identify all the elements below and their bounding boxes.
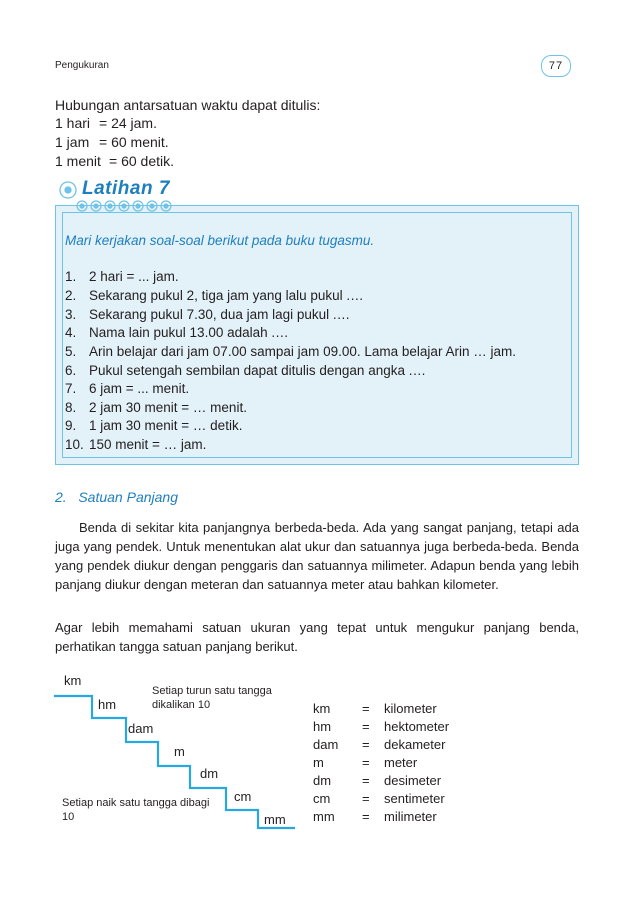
exercise-item [65, 268, 179, 286]
page-number: 77 [541, 55, 571, 77]
exercise-item [65, 287, 364, 305]
exercise-item-number: 6. [65, 363, 77, 378]
exercise-item [65, 436, 206, 454]
unit-abbr: cm [313, 791, 331, 806]
unit-abbr: hm [313, 719, 332, 734]
exercise-item-number: 3. [65, 307, 77, 322]
exercise-item-number: 9. [65, 418, 77, 433]
exercise-item-text: 2 hari = ... jam. [89, 269, 179, 284]
unit-name: meter [384, 755, 418, 770]
unit-abbr: km [313, 701, 331, 716]
unit-abbr: m [313, 755, 324, 770]
exercise-item-number: 7. [65, 381, 77, 396]
running-header: Pengukuran [55, 60, 109, 71]
unit-name: desimeter [384, 773, 442, 788]
exercise-item [65, 324, 289, 342]
exercise-item [65, 306, 350, 324]
exercise-item-number: 1. [65, 269, 77, 284]
unit-equals: = [362, 737, 370, 752]
time-intro: Hubungan antarsatuan waktu dapat ditulis: [55, 97, 321, 113]
section-title: 2. Satuan Panjang [55, 489, 178, 505]
unit-equals-column [362, 700, 370, 826]
exercise-item [65, 399, 247, 417]
note-up: Setiap naik satu tangga dibagi 10 [62, 797, 210, 823]
unit-name: dekameter [384, 737, 446, 752]
time-equation: = 60 detik. [109, 153, 174, 169]
exercise-item-text: Pukul setengah sembilan dapat ditulis dengan angka .… [89, 363, 426, 378]
unit-equals: = [362, 809, 370, 824]
exercise-item-text: Sekarang pukul 2, tiga jam yang lalu pukul .… [89, 288, 364, 303]
unit-abbr: mm [313, 809, 335, 824]
note-down: Setiap turun satu tangga dikalikan 10 [152, 685, 272, 711]
exercise-item-text: 150 menit = … jam. [89, 437, 207, 452]
unit-abbr-column [313, 700, 338, 826]
unit-equals: = [362, 791, 370, 806]
exercise-instruction: Mari kerjakan soal-soal berikut pada buku tugasmu. [65, 233, 375, 248]
time-equation: = 60 menit. [99, 134, 169, 150]
unit-equals: = [362, 773, 370, 788]
exercise-item-text: Sekarang pukul 7.30, dua jam lagi pukul .… [89, 307, 351, 322]
time-relation-row [55, 133, 169, 152]
unit-equals: = [362, 701, 370, 716]
ladder-step-label: m [174, 744, 185, 759]
exercise-item-number: 4. [65, 325, 77, 340]
ladder-step-label: hm [98, 697, 117, 712]
exercise-item-text: Arin belajar dari jam 07.00 sampai jam 09.00. Lama belajar Arin … jam. [89, 344, 516, 359]
time-relation-row [55, 114, 157, 133]
time-unit: 1 jam [55, 134, 90, 150]
ladder-step-label: dam [128, 721, 154, 736]
unit-abbr: dm [313, 773, 332, 788]
exercise-item-text: 1 jam 30 menit = … detik. [89, 418, 243, 433]
unit-name: milimeter [384, 809, 437, 824]
time-relation-row [55, 152, 174, 171]
ladder-step-label: mm [264, 812, 286, 827]
unit-name: hektometer [384, 719, 450, 734]
exercise-item [65, 380, 189, 398]
paragraph: Agar lebih memahami satuan ukuran yang tepat untuk mengukur panjang benda, perhatikan tangga satuan panjang berikut. [55, 620, 579, 654]
exercise-item-text: 6 jam = ... menit. [89, 381, 190, 396]
exercise-item-number: 2. [65, 288, 77, 303]
ladder-step-label: dm [200, 766, 219, 781]
unit-name: kilometer [384, 701, 437, 716]
exercise-item-text: Nama lain pukul 13.00 adalah .… [89, 325, 289, 340]
unit-abbr: dam [313, 737, 339, 752]
time-unit: 1 menit [55, 153, 101, 169]
exercise-item-number: 8. [65, 400, 77, 415]
exercise-item [65, 362, 426, 380]
time-equation: = 24 jam. [99, 115, 157, 131]
unit-equals: = [362, 719, 370, 734]
exercise-item [65, 343, 516, 361]
unit-name-column [384, 700, 449, 826]
exercise-item-number: 5. [65, 344, 77, 359]
unit-equals: = [362, 755, 370, 770]
paragraph: Benda di sekitar kita panjangnya berbeda-beda. Ada yang sangat panjang, tetapi ada juga yang pendek. Untuk menentukan alat ukur dan satuannya juga berbeda-beda. Benda yang pendek diukur dengan penggaris dan satuannya milimeter. Adapun benda yang lebih panjang diukur dengan meteran dan satuannya meter atau bahkan kilometer. [55, 520, 579, 592]
ladder-step-label: km [64, 673, 82, 688]
exercise-item-text: 2 jam 30 menit = … menit. [89, 400, 247, 415]
unit-name: sentimeter [384, 791, 445, 806]
time-unit: 1 hari [55, 115, 91, 131]
ladder-step-label: cm [234, 789, 252, 804]
exercise-item-number: 10. [65, 437, 84, 452]
exercise-title: Latihan 7 [82, 178, 170, 199]
exercise-item [65, 417, 242, 435]
